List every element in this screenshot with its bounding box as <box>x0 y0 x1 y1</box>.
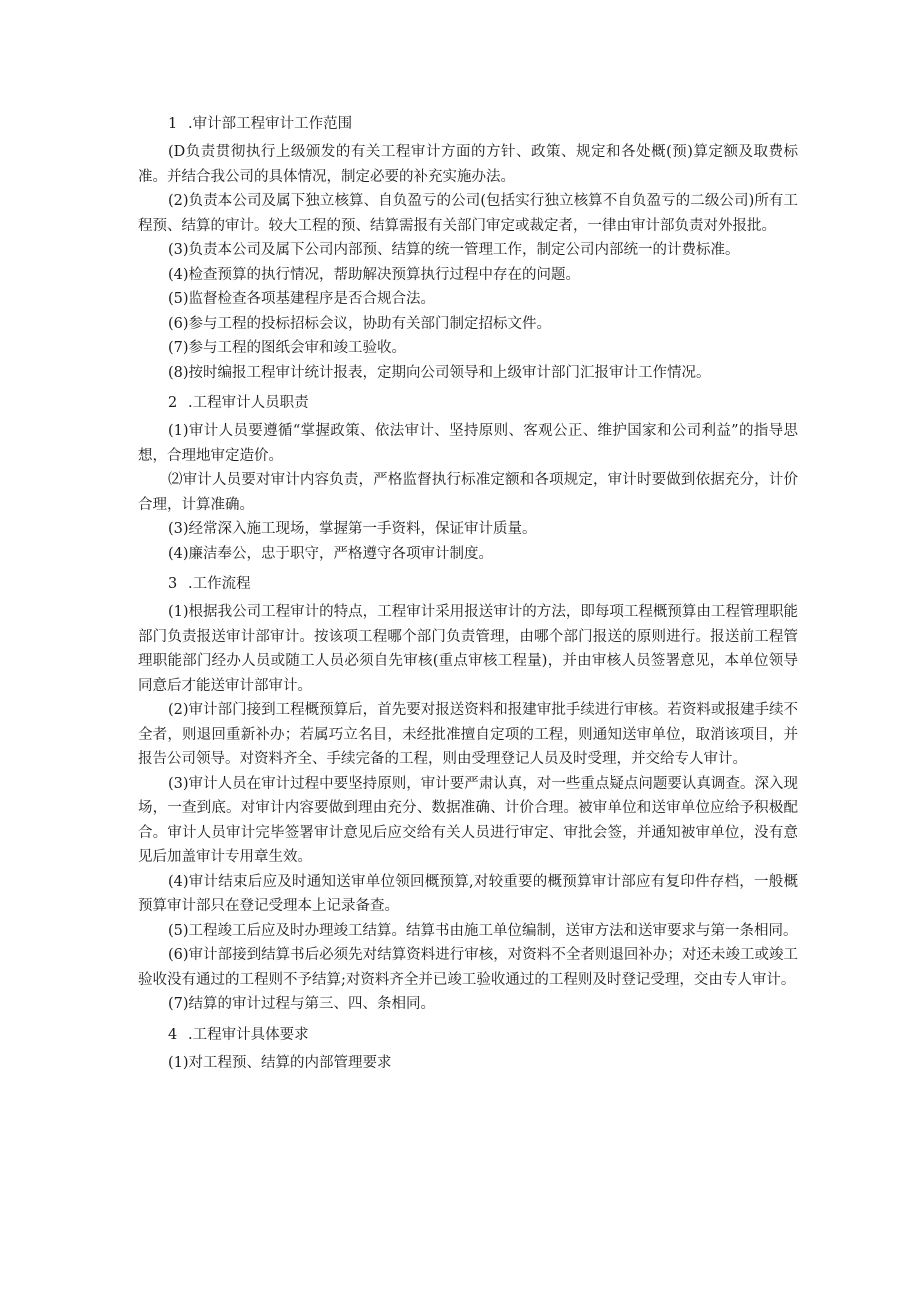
section-2 <box>138 391 798 566</box>
section-heading <box>138 391 798 415</box>
paragraph: (2)负责本公司及属下独立核算、自负盈亏的公司(包括实行独立核算不自负盈亏的二级公司)所有工程预、结算的审计。较大工程的预、结算需报有关部门审定或裁定者，一律由审计部负责对外报批。 <box>138 193 798 234</box>
paragraph: (4)廉洁奉公，忠于职守，严格遵守各项审计制度。 <box>168 545 494 562</box>
paragraph: (8)按时编报工程审计统计报表，定期向公司领导和上级审计部门汇报审计工作情况。 <box>168 364 711 381</box>
section-title: .工作流程 <box>188 576 251 592</box>
paragraph: (3)审计人员在审计过程中要坚持原则，审计要严肃认真，对一些重点疑点问题要认真调查。深入现场，一查到底。对审计内容要做到理由充分、数据准确、计价合理。被审单位和送审单位应给予积极配合。审计人员审计完毕签署审计意见后应交给有关人员进行审定、审批会签，并通知被审单位，没有意见后加盖审计专用章生效。 <box>138 775 798 865</box>
paragraph: (4)审计结束后应及时通知送审单位领回概预算,对较重要的概预算审计部应有复印件存档，一般概预算审计部只在登记受理本上记录备查。 <box>138 873 798 914</box>
paragraph: (5)工程竣工后应及时办理竣工结算。结算书由施工单位编制，送审方法和送审要求与第一条相同。 <box>168 922 798 939</box>
paragraph: ⑵审计人员要对审计内容负责，严格监督执行标准定额和各项规定，审计时要做到依据充分，计价合理，计算准确。 <box>138 472 798 513</box>
paragraph: (3)经常深入施工现场，掌握第一手资料，保证审计质量。 <box>168 521 537 537</box>
section-heading <box>138 572 798 596</box>
section-title: .工程审计人员职责 <box>188 395 309 411</box>
section-number: 2 <box>168 395 178 411</box>
section-heading <box>138 1023 798 1047</box>
paragraph: (D负责贯彻执行上级颁发的有关工程审计方面的方针、政策、规定和各处概(预)算定额及取费标准。并结合我公司的具体情况，制定必要的补充实施办法。 <box>138 144 798 185</box>
paragraph: (5)监督检查各项基建程序是否合规合法。 <box>168 291 436 307</box>
section-number: 3 <box>168 576 178 592</box>
paragraph: (7)参与工程的图纸会审和竣工验收。 <box>168 340 407 356</box>
paragraph: (7)结算的审计过程与第三、四、条相同。 <box>168 996 436 1012</box>
section-title: .工程审计具体要求 <box>188 1026 309 1043</box>
paragraph: (3)负责本公司及属下公司内部预、结算的统一管理工作，制定公司内部统一的计费标准。 <box>168 242 740 258</box>
section-number: 1 <box>168 116 178 132</box>
paragraph: (1)根据我公司工程审计的特点，工程审计采用报送审计的方法，即每项工程概预算由工程管理职能部门负责报送审计部审计。按该项工程哪个部门负责管理，由哪个部门报送的原则进行。报送前工程管理职能部门经办人员或随工人员必须自先审核(重点审核工程量)，并由审核人员签署意见，本单位领导同意后才能送审计部审计。 <box>138 604 798 694</box>
section-4 <box>138 1023 798 1076</box>
paragraph: (6)审计部接到结算书后必须先对结算资料进行审核，对资料不全者则退回补办；对还未竣工或竣工验收没有通过的工程则不予结算;对资料齐全并已竣工验收通过的工程则及时登记受理，交由专人审计。 <box>138 947 798 988</box>
paragraph: (2)审计部门接到工程概预算后，首先要对报送资料和报建审批手续进行审核。若资料或报建手续不全者，则退回重新补办；若属巧立名目，未经批准擅自定项的工程，则通知送审单位，取消该项目，并报告公司领导。对资料齐全、手续完备的工程，则由受理登记人员及时受理，并交给专人审计。 <box>138 702 798 767</box>
section-number: 4 <box>168 1026 178 1043</box>
paragraph: (1)审计人员要遵循“掌握政策、依法审计、坚持原则、客观公正、维护国家和公司利益”的指导思想，合理地审定造价。 <box>138 423 798 464</box>
document-page <box>138 112 798 1075</box>
paragraph: (6)参与工程的投标招标会议，协助有关部门制定招标文件。 <box>168 315 552 332</box>
paragraph: (4)检查预算的执行情况，帮助解决预算执行过程中存在的问题。 <box>168 266 581 283</box>
section-3 <box>138 572 798 1017</box>
paragraph: (1)对工程预、结算的内部管理要求 <box>168 1054 392 1071</box>
section-heading <box>138 112 798 136</box>
section-1 <box>138 112 798 385</box>
section-title: .审计部工程审计工作范围 <box>188 116 353 132</box>
